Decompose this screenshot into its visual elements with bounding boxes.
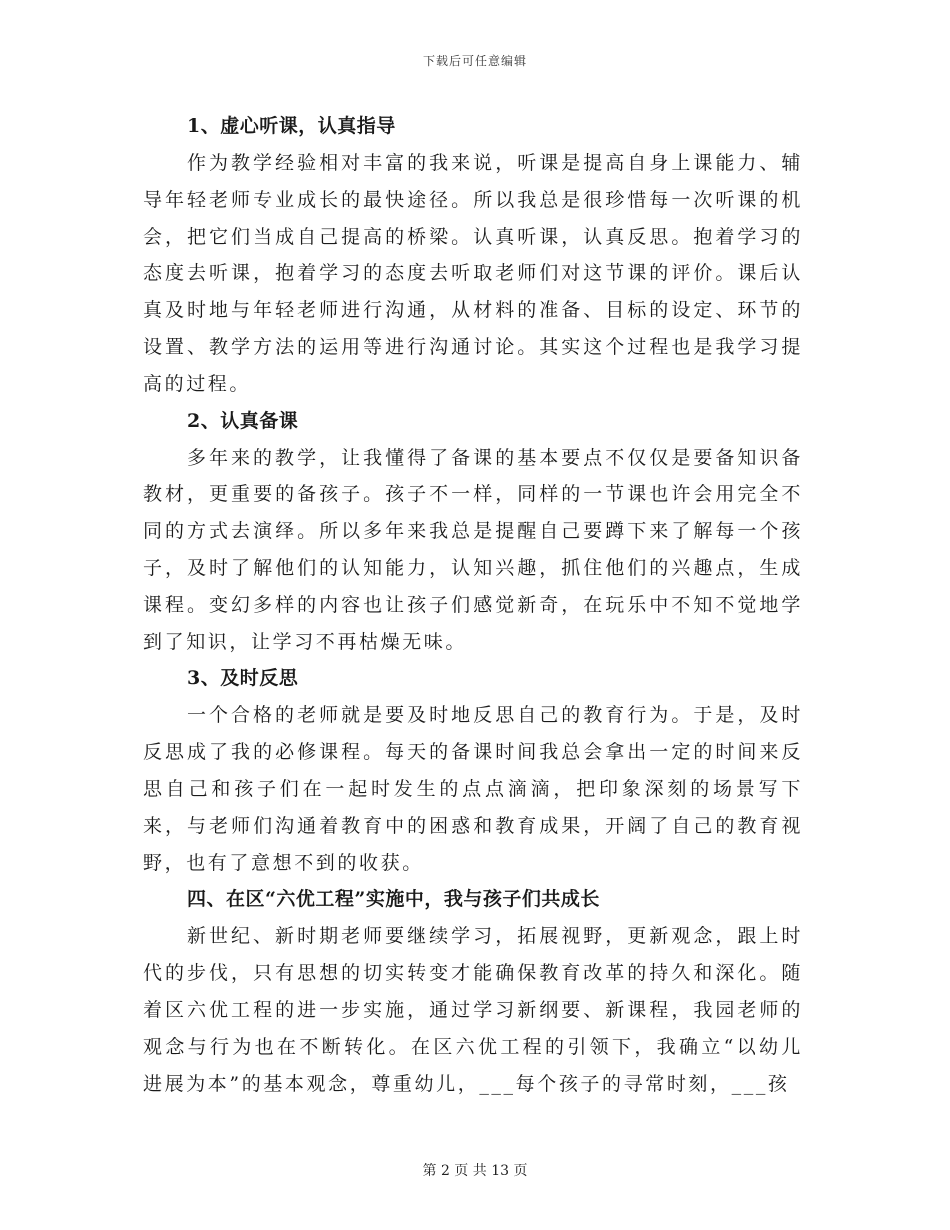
document-body <box>143 108 803 1102</box>
section-heading: 2、认真备课 <box>187 409 299 432</box>
section-3 <box>143 660 803 881</box>
section-paragraph: 新世纪、新时期老师要继续学习，拓展视野，更新观念，跟上时代的步伐，只有思想的切实转变才能确保教育改革的持久和深化。随着区六优工程的进一步实施，通过学习新纲要、新课程，我园老师的观念与行为也在不断转化。在区六优工程的引领下，我确立“以幼儿进展为本”的基本观念，尊重幼儿，___每个孩子的寻常时刻，___孩 <box>143 925 803 1095</box>
section-2 <box>143 403 803 661</box>
page-footer: 第 2 页 共 13 页 <box>422 1163 528 1179</box>
page-header: 下载后可任意编辑 <box>422 54 527 68</box>
section-paragraph: 多年来的教学，让我懂得了备课的基本要点不仅仅是要备知识备教材，更重要的备孩子。孩子不一样，同样的一节课也许会用完全不同的方式去演绎。所以多年来我总是提醒自己要蹲下来了解每一个孩子，及时了解他们的认知能力，认知兴趣，抓住他们的兴趣点，生成课程。变幻多样的内容也让孩子们感觉新奇，在玩乐中不知不觉地学到了知识，让学习不再枯燥无味。 <box>143 446 803 653</box>
section-4 <box>143 881 803 1102</box>
section-heading: 3、及时反思 <box>187 667 299 690</box>
section-paragraph: 作为教学经验相对丰富的我来说，听课是提高自身上课能力、辅导年轻老师专业成长的最快途径。所以我总是很珍惜每一次听课的机会，把它们当成自己提高的桥梁。认真听课，认真反思。抱着学习的态度去听课，抱着学习的态度去听取老师们对这节课的评价。课后认真及时地与年轻老师进行沟通，从材料的准备、目标的设定、环节的设置、教学方法的运用等进行沟通讨论。其实这个过程也是我学习提高的过程。 <box>143 152 803 395</box>
section-paragraph: 一个合格的老师就是要及时地反思自己的教育行为。于是，及时反思成了我的必修课程。每天的备课时间我总会拿出一定的时间来反思自己和孩子们在一起时发生的点点滴滴，把印象深刻的场景写下来，与老师们沟通着教育中的困惑和教育成果，开阔了自己的教育视野，也有了意想不到的收获。 <box>143 704 803 874</box>
section-heading: 1、虚心听课，认真指导 <box>187 115 396 137</box>
section-heading: 四、在区“六优工程”实施中，我与孩子们共成长 <box>187 888 600 911</box>
section-1 <box>143 108 803 403</box>
